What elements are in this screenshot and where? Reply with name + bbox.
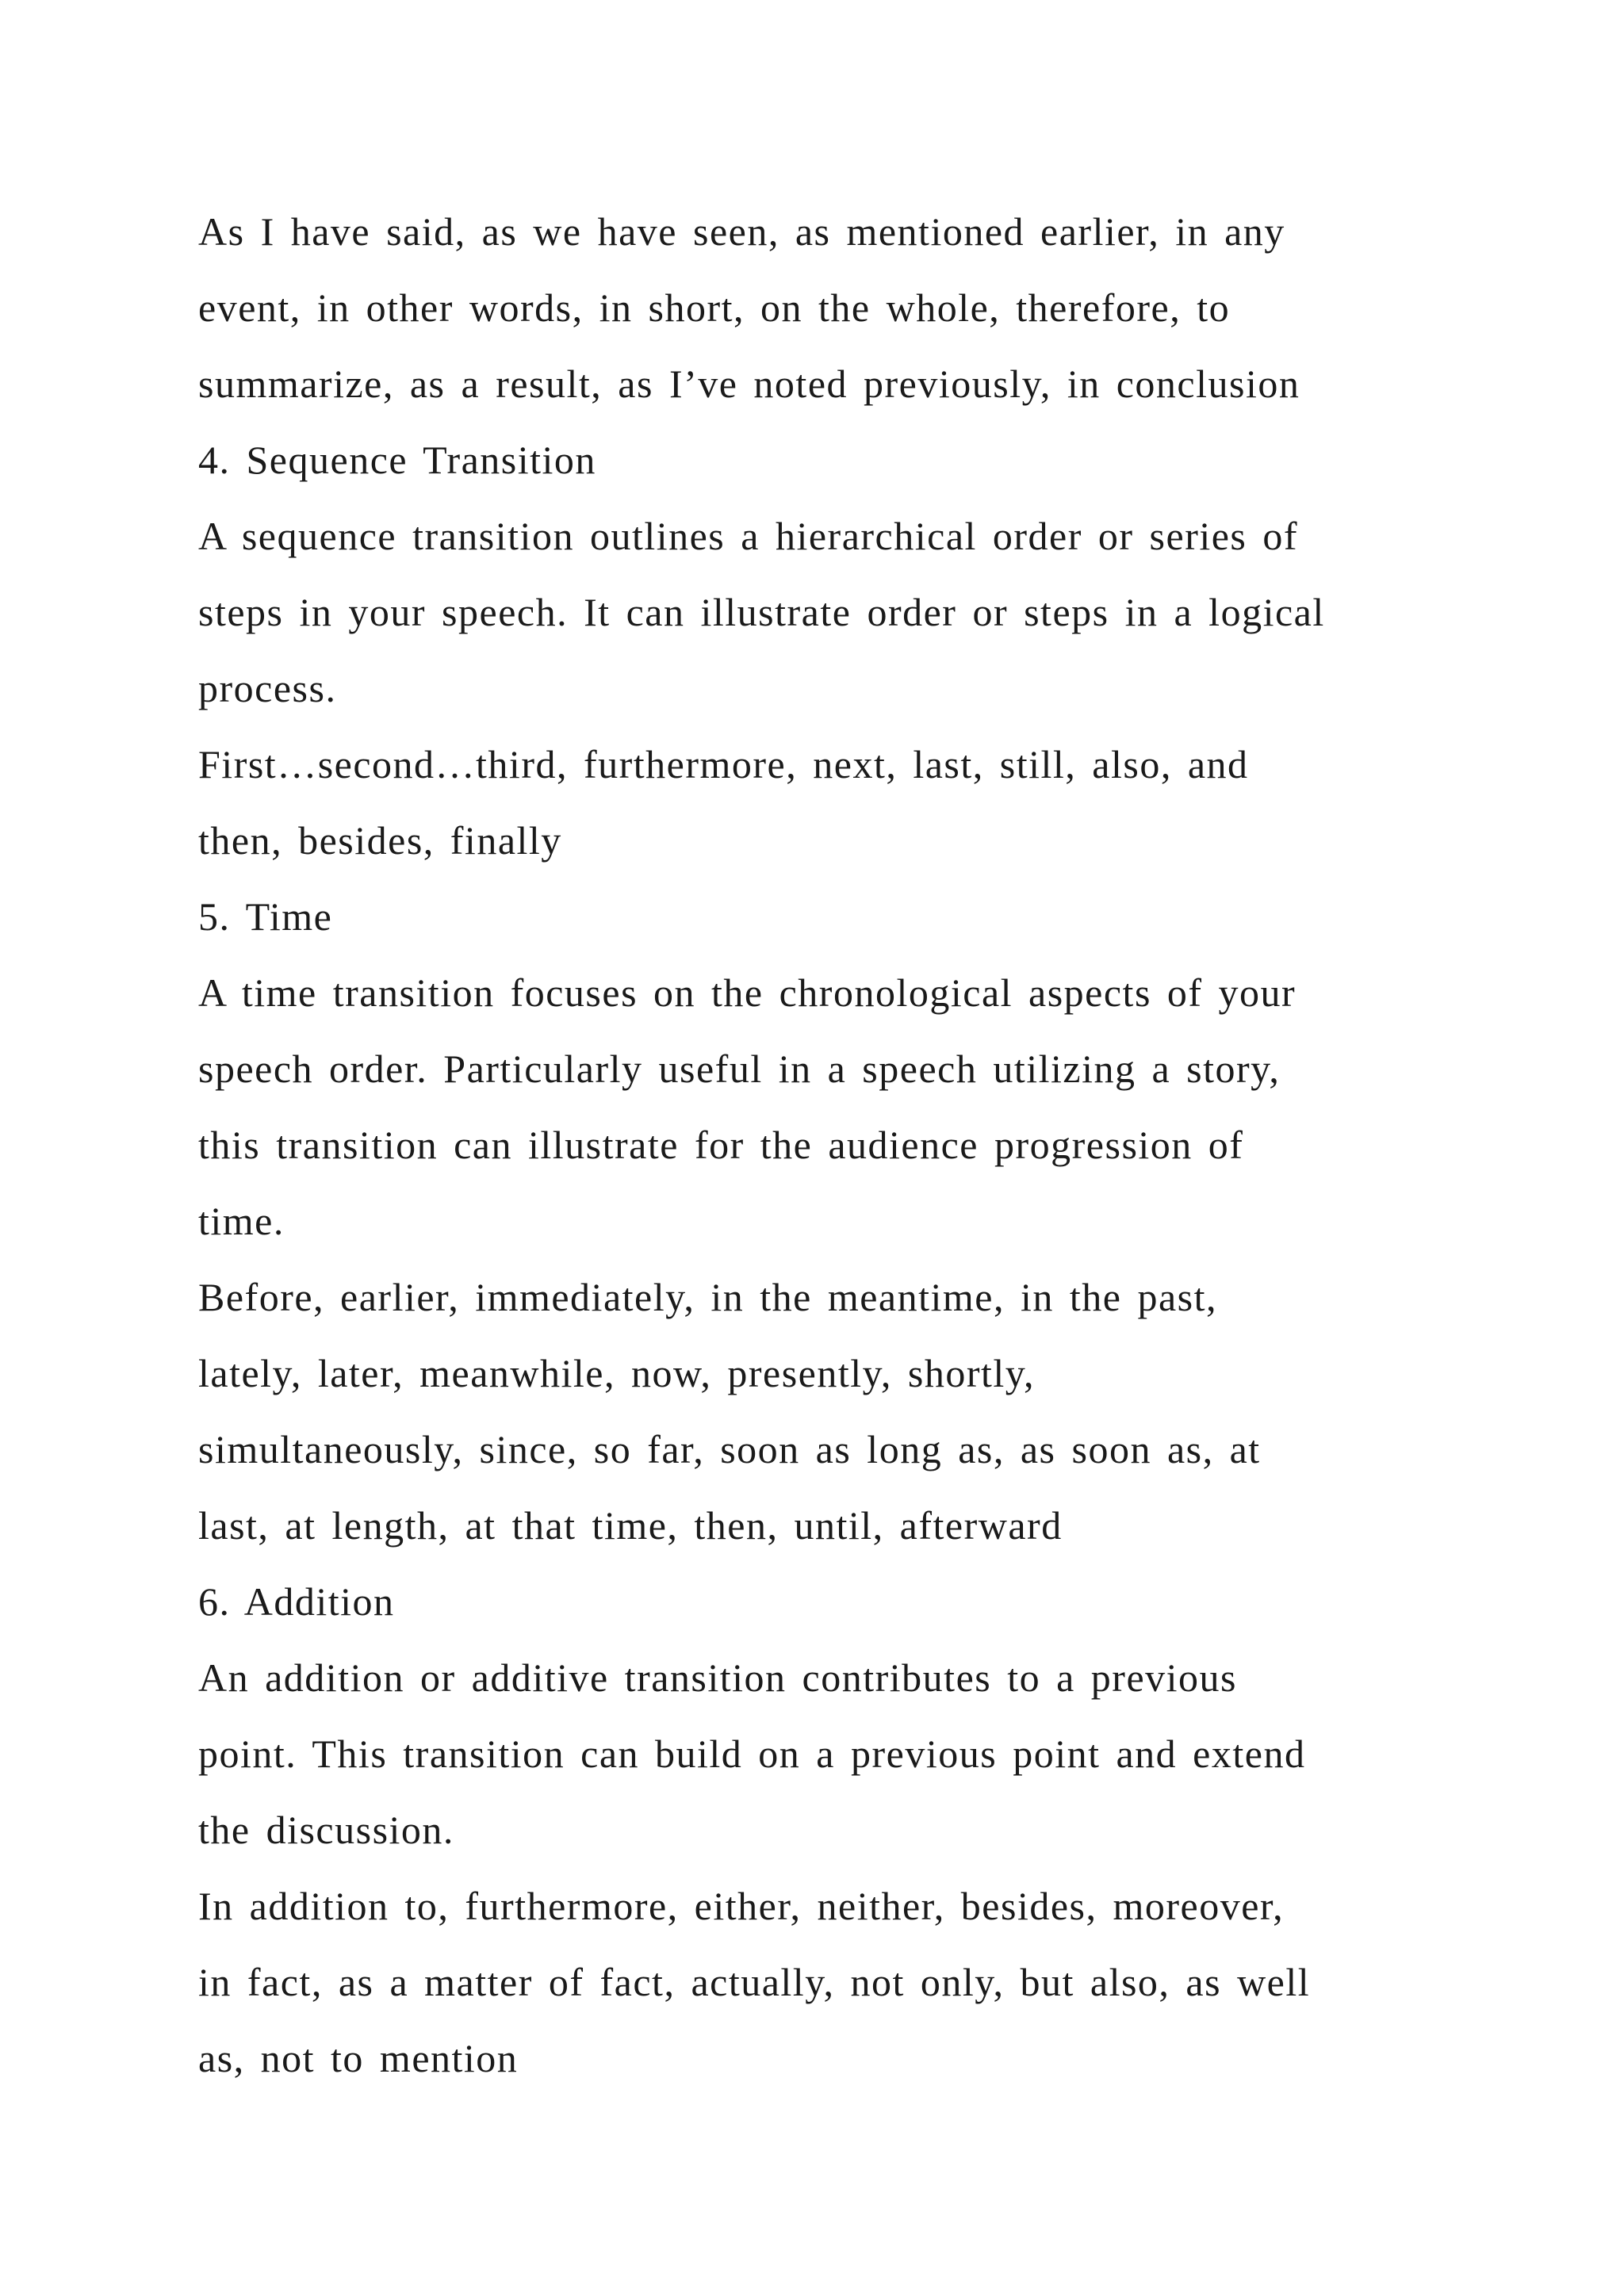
text-line: simultaneously, since, so far, soon as long as, as soon as, at <box>198 1427 1261 1471</box>
document-page <box>198 193 1435 2096</box>
text-line: time. <box>198 1199 285 1243</box>
section-heading-addition: 6. Addition <box>198 1579 395 1624</box>
text-line: event, in other words, in short, on the whole, therefore, to <box>198 285 1231 330</box>
text-line: steps in your speech. It can illustrate order or steps in a logical <box>198 590 1325 634</box>
text-line: speech order. Particularly useful in a speech utilizing a story, <box>198 1047 1281 1091</box>
text-line: then, besides, finally <box>198 818 562 863</box>
text-line: last, at length, at that time, then, until, afterward <box>198 1503 1063 1548</box>
section-heading-time: 5. Time <box>198 894 333 939</box>
text-line: A time transition focuses on the chronological aspects of your <box>198 970 1297 1015</box>
section-heading-sequence-transition: 4. Sequence Transition <box>198 438 596 482</box>
text-line: this transition can illustrate for the audience progression of <box>198 1123 1244 1167</box>
text-line: as, not to mention <box>198 2036 519 2080</box>
text-line: summarize, as a result, as I’ve noted previously, in conclusion <box>198 362 1300 406</box>
text-line: As I have said, as we have seen, as mentioned earlier, in any <box>198 209 1285 254</box>
text-line: point. This transition can build on a previous point and extend <box>198 1732 1306 1776</box>
text-line: In addition to, furthermore, either, neither, besides, moreover, <box>198 1884 1285 1928</box>
text-line: First…second…third, furthermore, next, last, still, also, and <box>198 742 1249 786</box>
text-line: the discussion. <box>198 1808 454 1852</box>
text-line: process. <box>198 666 337 710</box>
text-line: An addition or additive transition contributes to a previous <box>198 1655 1237 1700</box>
text-line: A sequence transition outlines a hierarchical order or series of <box>198 514 1299 558</box>
text-line: in fact, as a matter of fact, actually, not only, but also, as well <box>198 1960 1311 2004</box>
text-line: lately, later, meanwhile, now, presently, shortly, <box>198 1351 1036 1395</box>
text-line: Before, earlier, immediately, in the meantime, in the past, <box>198 1275 1218 1319</box>
